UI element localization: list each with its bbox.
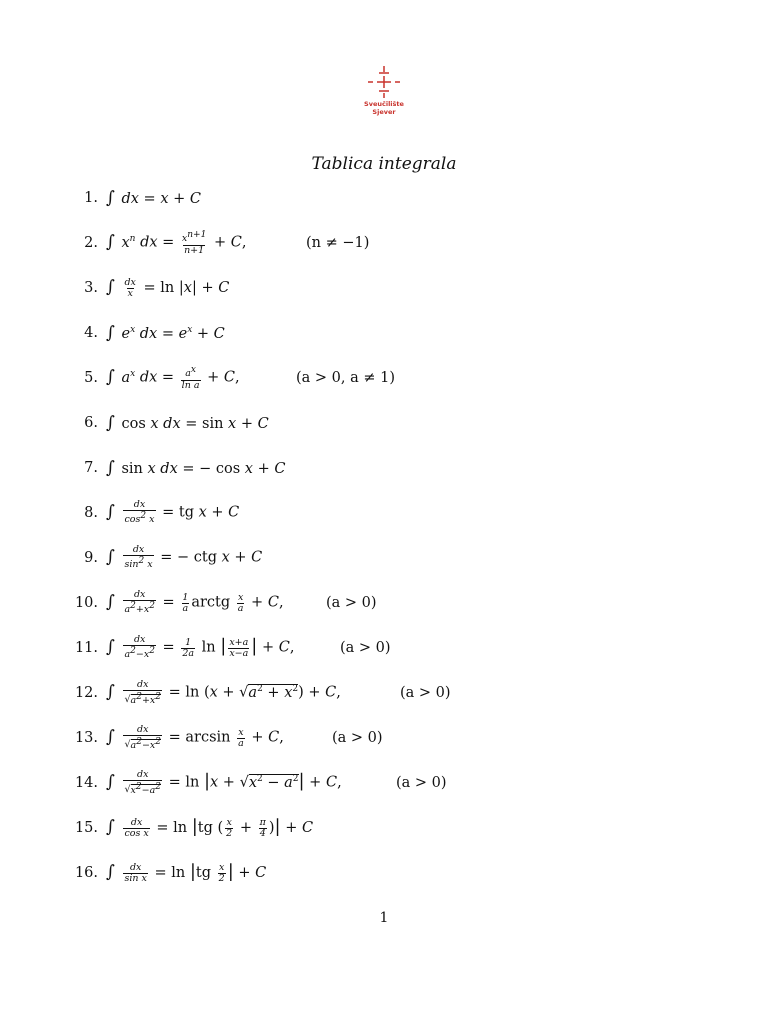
list-item <box>70 495 710 531</box>
page-number: 1 <box>379 910 389 926</box>
list-item <box>70 810 710 846</box>
item-number: 14. <box>74 775 98 791</box>
condition: (a > 0) <box>332 730 383 746</box>
list-item <box>70 630 710 666</box>
list-item <box>70 855 710 891</box>
formula: ∫ $\frac{dx}{\text{cos x}}$ = ln |tg ( $\frac{x}{2}$ + $\frac{\pi}{4}$ )| + C <box>106 816 314 839</box>
item-number: 12. <box>74 685 98 701</box>
formula: ∫ $\frac{dx}{\cos^2 x}$ = tg x + C <box>106 499 240 526</box>
condition: (a > 0) <box>326 595 377 611</box>
university-logo <box>354 64 414 124</box>
list-item <box>70 450 710 486</box>
formula: ∫ $\frac{dx}{√a^2+x^2}$ = $\ln (x + √a^2 + x^2) + C$, <box>106 679 341 706</box>
item-number: 1. <box>84 190 98 206</box>
formula: ∫ dx = x + C <box>106 188 201 208</box>
item-number: 5. <box>84 370 98 386</box>
item-number: 8. <box>84 505 98 521</box>
list-item <box>70 180 710 216</box>
formula: ∫ sin x dx = − cos x + C <box>106 458 286 478</box>
item-number: 9. <box>84 550 98 566</box>
item-number: 13. <box>74 730 98 746</box>
item-number: 11. <box>74 640 98 656</box>
item-number: 2. <box>84 235 98 251</box>
formula: ∫ $a^x$ dx = $\frac{a^x}{\text{ln a}}$ + C, <box>106 365 240 391</box>
condition: (a > 0) <box>396 775 447 791</box>
formula: ∫ $e^x$ dx = $e^x + C$ <box>106 323 225 343</box>
condition: (a > 0) <box>400 685 451 701</box>
list-item <box>70 225 710 261</box>
condition: (a > 0, a ≠ 1) <box>296 370 396 386</box>
formula: ∫ $\frac{dx}{x}$ = ln |x| + C <box>106 276 230 299</box>
list-item <box>70 405 710 441</box>
item-number: 7. <box>84 460 98 476</box>
formula: ∫ $\frac{dx}{√a^2-x^2}$ = arcsin $\frac{x}{a}$ + C, <box>106 724 284 751</box>
condition: (a > 0) <box>340 640 391 656</box>
formula: ∫ cos x dx = sin x + C <box>106 413 269 433</box>
formula: ∫ $\frac{dx}{\text{sin x}}$ = ln |tg $\frac{x}{2}$ | + C <box>106 861 267 884</box>
formula: ∫ $x^n$ dx = $\frac{x^{n+1}}{n+1}$ + C, <box>106 230 247 256</box>
item-number: 4. <box>84 325 98 341</box>
item-number: 3. <box>84 280 98 296</box>
item-number: 10. <box>74 595 98 611</box>
item-number: 16. <box>74 865 98 881</box>
formula: ∫ $\frac{dx}{a^2+x^2}$ = $\frac{1}{a}$ arctg $\frac{x}{a}$ + C, <box>106 589 284 616</box>
list-item <box>70 720 710 756</box>
formula: ∫ $\frac{dx}{a^2-x^2}$ = $\frac{1}{2a}$ ln | $\frac{x+a}{x-a}$ | + C, <box>106 634 295 661</box>
item-number: 15. <box>74 820 98 836</box>
list-item <box>70 270 710 306</box>
logo-line-1: Sveučilište <box>364 100 404 108</box>
logo-cross-icon <box>364 64 404 100</box>
item-number: 6. <box>84 415 98 431</box>
list-item <box>70 360 710 396</box>
list-item <box>70 315 710 351</box>
condition: (n ≠ −1) <box>306 235 370 251</box>
list-item <box>70 675 710 711</box>
list-item <box>70 765 710 801</box>
logo-line-2: Sjever <box>372 108 396 116</box>
list-item <box>70 540 710 576</box>
formula: ∫ $\frac{dx}{√x^2-a^2}$ = $\ln |x + √x^2 - a^2| + C$, <box>106 769 342 796</box>
page-title: Tablica integrala <box>311 154 457 174</box>
list-item <box>70 585 710 621</box>
formula: ∫ $\frac{dx}{\sin^2 x}$ = − ctg x + C <box>106 544 263 571</box>
